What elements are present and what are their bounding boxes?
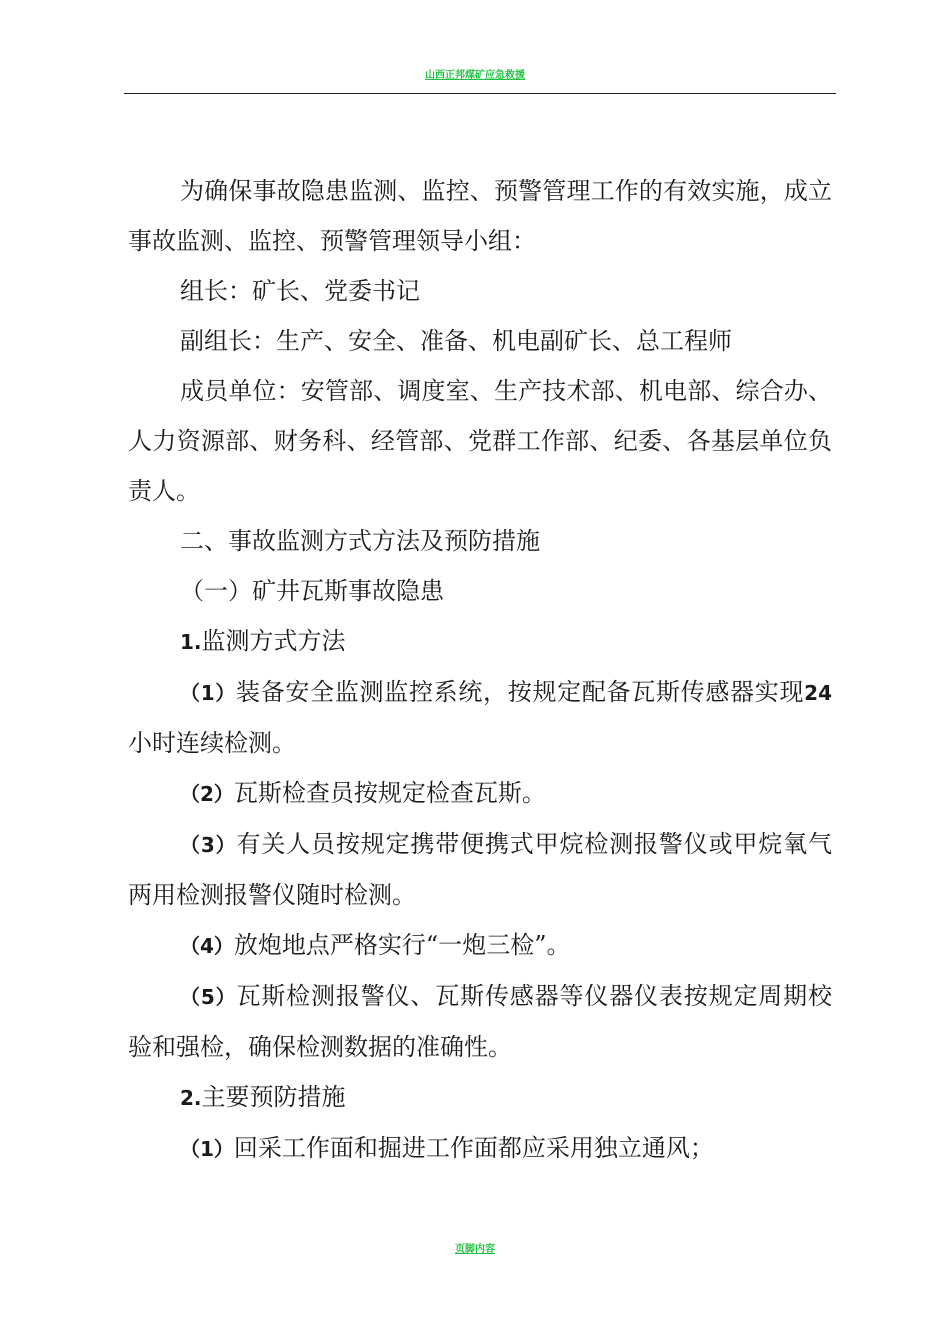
paragraph-member-units: 成员单位：安管部、调度室、生产技术部、机电部、综合办、人力资源部、财务科、经管部、党群工作部、纪委、各基层单位负责人。 [128,377,832,505]
header-divider [124,93,836,94]
item-number: （2） [180,782,234,806]
list-item-4 [128,920,832,971]
page-footer: 页脚内容 [455,1244,495,1255]
paragraph-leader: 组长：矿长、党委书记 [180,277,420,305]
item-number: 2. [180,1086,202,1110]
item-text: 瓦斯检查员按规定检查瓦斯。 [233,779,546,807]
item-text: 放炮地点严格实行“一炮三检”。 [233,931,571,959]
item-heading-1 [128,616,832,667]
subsection-heading: （一）矿井瓦斯事故隐患 [180,577,444,605]
paragraph-intro: 为确保事故隐患监测、监控、预警管理工作的有效实施，成立事故监测、监控、预警管理领导小组： [128,177,832,255]
page-header: 山西正邦煤矿应急救援 [425,70,525,81]
item-number: （1） [180,1137,234,1161]
list-item-1 [128,667,832,768]
list-item-5 [128,971,832,1072]
item-number: （5） [180,985,237,1009]
list-item-3 [128,819,832,920]
item-text: 监测方式方法 [201,627,346,655]
document-body [128,166,832,1174]
item-text: 装备安全监测监控系统，按规定配备瓦斯传感器实现 [236,678,805,706]
list-item-6 [128,1123,832,1174]
item-text: 回采工作面和掘进工作面都应采用独立通风； [233,1134,714,1162]
item-number: 1. [180,630,202,654]
item-number: （1） [180,681,237,705]
item-number-inline: 24 [804,681,833,705]
item-text-cont: 小时连续检测。 [128,729,296,757]
item-number: （4） [180,934,234,958]
list-item-2 [128,768,832,819]
item-number: （3） [180,833,237,857]
paragraph-deputy-leader: 副组长：生产、安全、准备、机电副矿长、总工程师 [180,327,732,355]
item-heading-2 [128,1072,832,1123]
item-text: 主要预防措施 [201,1083,346,1111]
section-heading: 二、事故监测方式方法及预防措施 [180,527,540,555]
item-text: 有关人员按规定携带便携式甲烷检测报警仪或甲烷氧气两用检测报警仪随时检测。 [128,830,832,909]
item-text: 瓦斯检测报警仪、瓦斯传感器等仪器仪表按规定周期校验和强检，确保检测数据的准确性。 [128,982,832,1061]
